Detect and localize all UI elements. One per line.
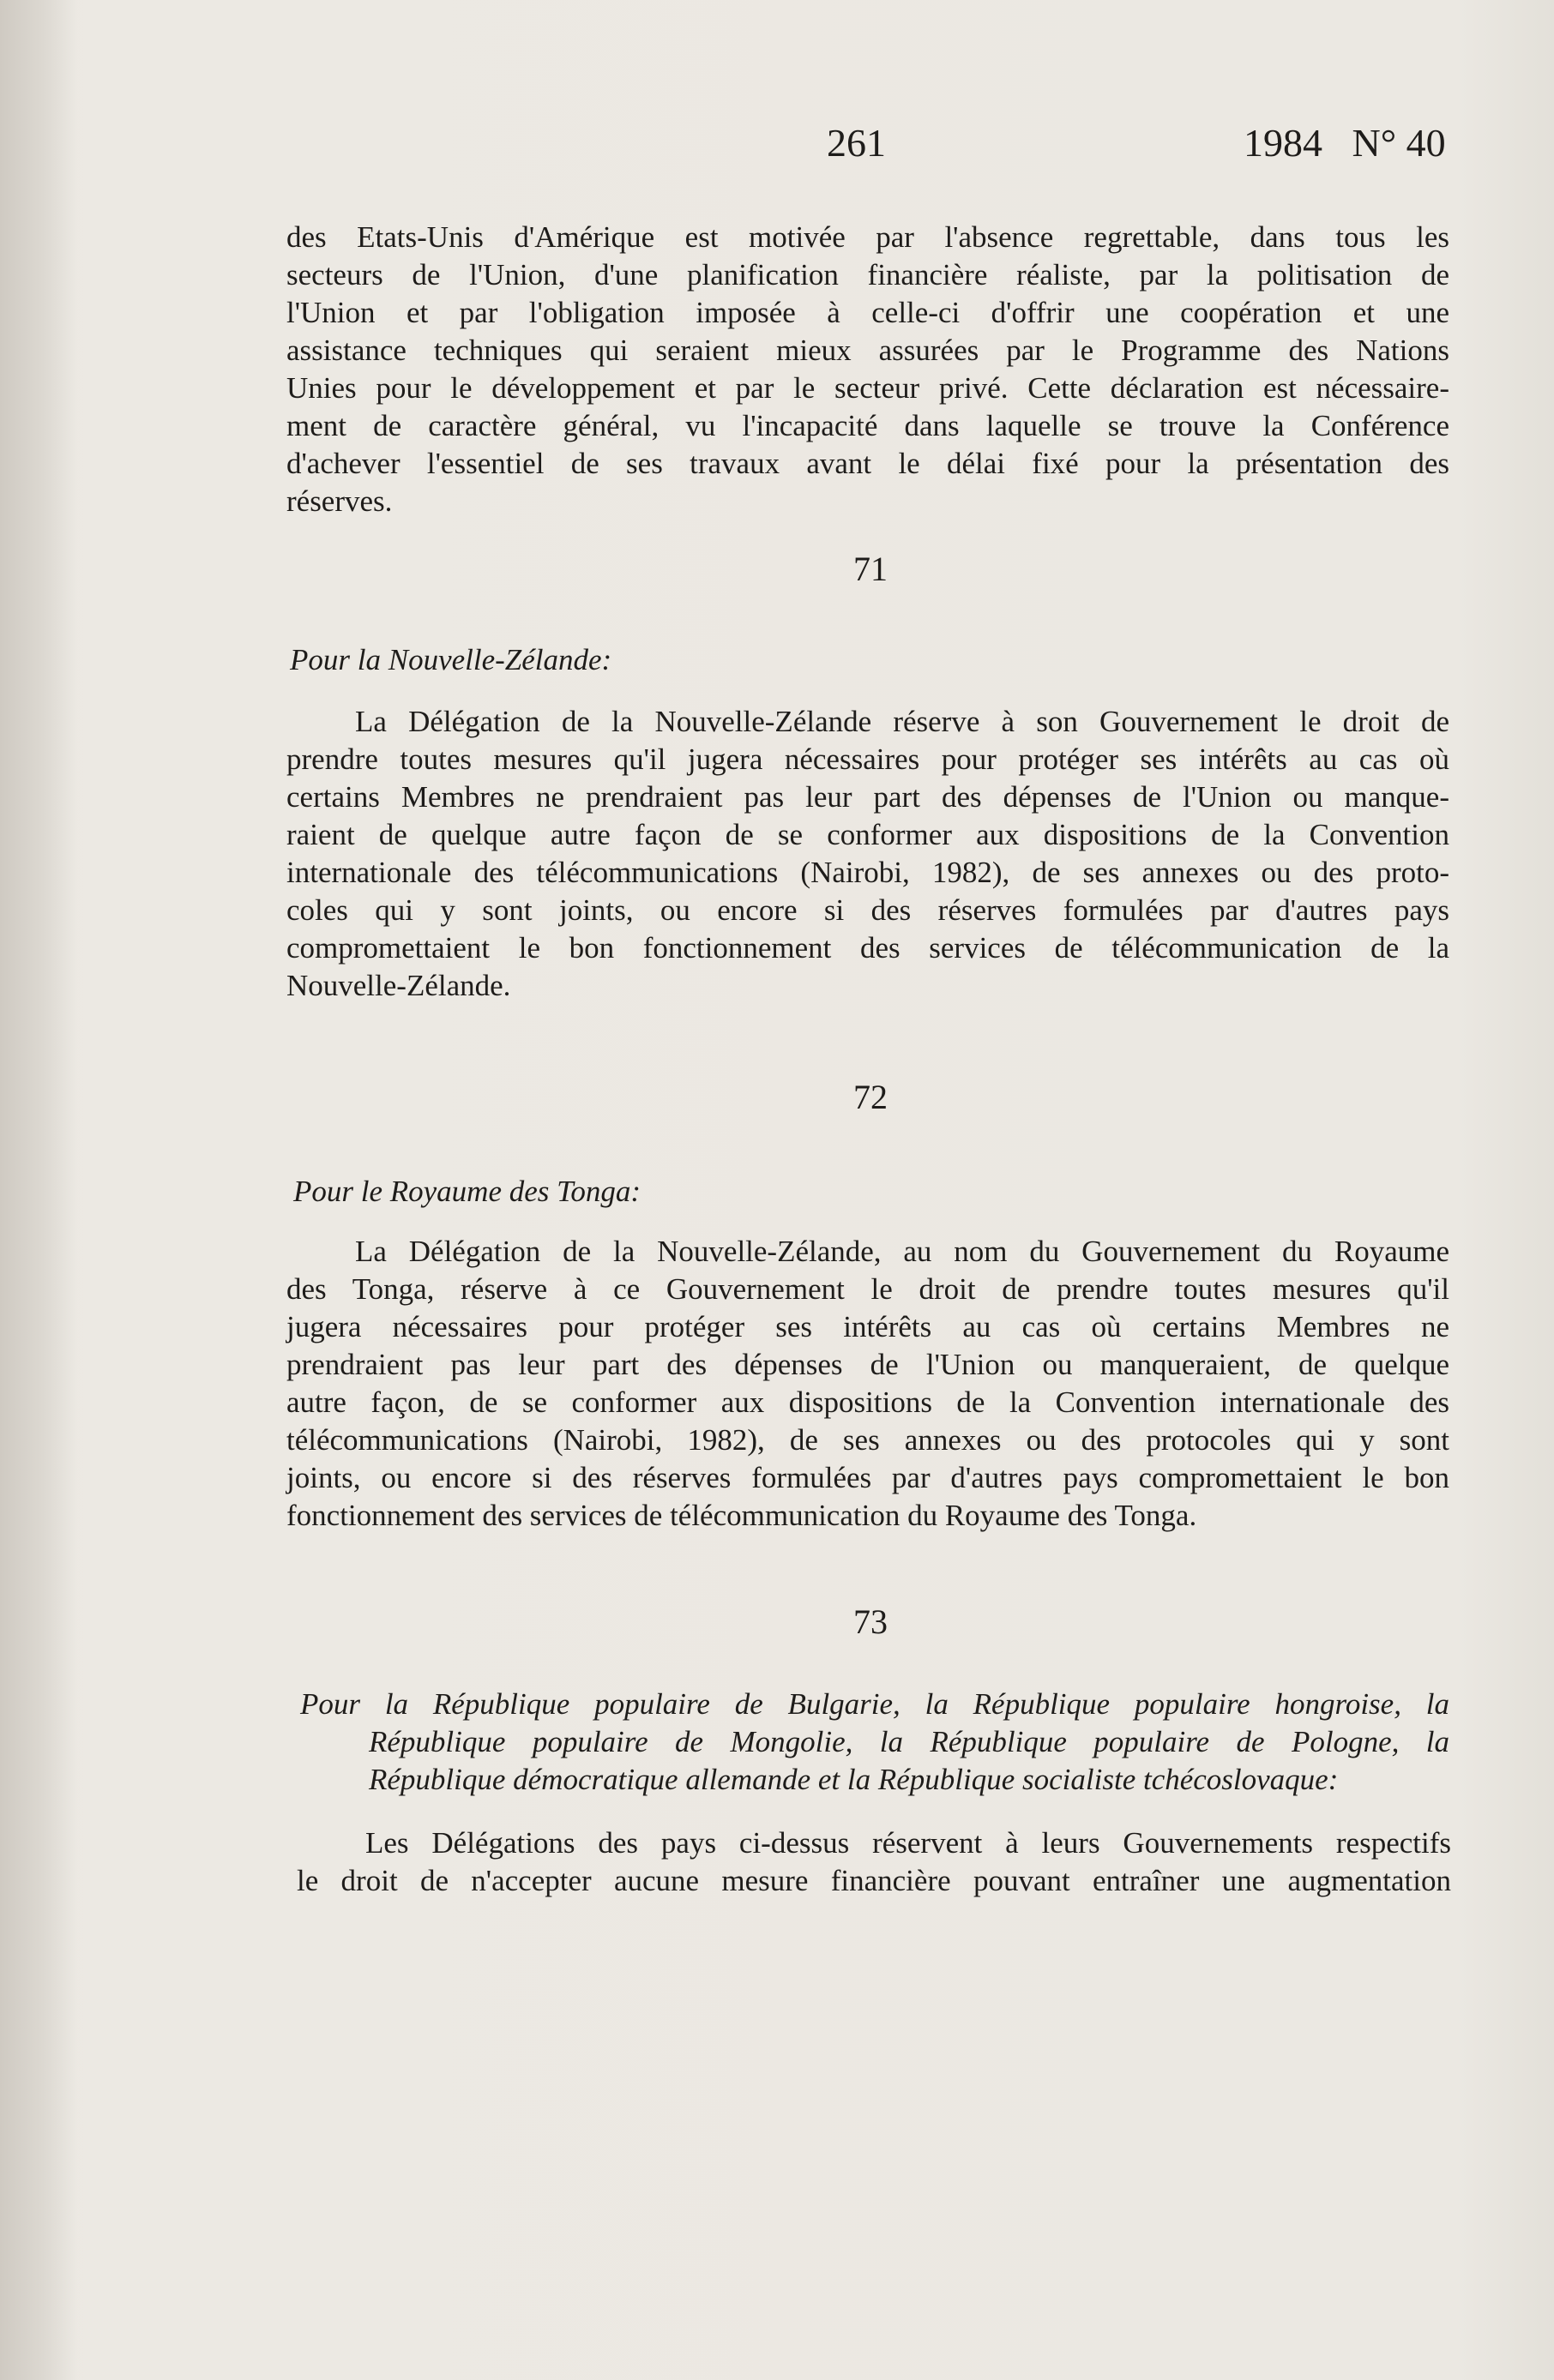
book-gutter-shadow [0,0,77,2380]
text-line: télécommunications (Nairobi, 1982), de ses annexes ou des protocoles qui y sont [286,1423,1449,1457]
text-line: jugera nécessaires pour protéger ses intérêts au cas où certains Membres ne [286,1310,1449,1343]
text-line: joints, ou encore si des réserves formulées par d'autres pays compromettaient le bon [286,1461,1449,1494]
section-number-71: 71 [853,550,888,588]
heading-line: République démocratique allemande et la République socialiste tchécoslovaque: [369,1763,1339,1796]
text-line: secteurs de l'Union, d'une planification financière réaliste, par la politisation de [286,258,1449,291]
text-line: compromettaient le bon fonctionnement des services de télécommunication de la [286,931,1449,965]
text-line: coles qui y sont joints, ou encore si des réserves formulées par d'autres pays [286,893,1449,927]
page-number: 261 [827,121,886,165]
text-line: Unies pour le développement et par le secteur privé. Cette déclaration est nécessaire- [286,371,1449,405]
text-line: Les Délégations des pays ci-dessus réservent à leurs Gouvernements respectifs [365,1826,1451,1860]
text-line: assistance techniques qui seraient mieux assurées par le Programme des Nations [286,334,1449,367]
text-line: La Délégation de la Nouvelle-Zélande, au nom du Gouvernement du Royaume [355,1235,1449,1268]
text-line: l'Union et par l'obligation imposée à celle-ci d'offrir une coopération et une [286,296,1449,329]
text-line: ment de caractère général, vu l'incapacité dans laquelle se trouve la Conférence [286,409,1449,442]
section-71-paragraph [286,703,1449,1005]
text-line: fonctionnement des services de télécommunication du Royaume des Tonga. [286,1499,1197,1532]
section-number-72: 72 [853,1078,888,1116]
heading-line: Pour la République populaire de Bulgarie, la République populaire hongroise, la [300,1687,1449,1721]
section-72-paragraph [286,1233,1449,1535]
text-line: prendre toutes mesures qu'il jugera nécessaires pour protéger ses intérêts au cas où [286,742,1449,776]
section-heading-71: Pour la Nouvelle-Zélande: [290,643,612,676]
section-73-paragraph [297,1824,1451,1900]
heading-line: République populaire de Mongolie, la République populaire de Pologne, la [369,1725,1449,1758]
text-line: certains Membres ne prendraient pas leur part des dépenses de l'Union ou manque- [286,780,1449,814]
text-line: réserves. [286,484,393,518]
text-line: raient de quelque autre façon de se conformer aux dispositions de la Convention [286,818,1449,851]
text-line: des Tonga, réserve à ce Gouvernement le droit de prendre toutes mesures qu'il [286,1272,1449,1306]
text-line: Nouvelle-Zélande. [286,969,511,1002]
section-number-73: 73 [853,1602,888,1641]
page-header [0,120,1554,171]
text-line: des Etats-Unis d'Amérique est motivée par l'absence regrettable, dans tous les [286,220,1449,254]
text-line: autre façon, de se conformer aux dispositions de la Convention internationale des [286,1385,1449,1419]
intro-paragraph [286,219,1449,520]
text-line: prendraient pas leur part des dépenses de l'Union ou manqueraient, de quelque [286,1348,1449,1381]
text-line: le droit de n'accepter aucune mesure financière pouvant entraîner une augmentation [297,1864,1451,1897]
section-heading-72: Pour le Royaume des Tonga: [293,1175,641,1208]
text-line: internationale des télécommunications (Nairobi, 1982), de ses annexes ou des proto- [286,856,1449,889]
text-line: La Délégation de la Nouvelle-Zélande réserve à son Gouvernement le droit de [355,705,1449,738]
text-line: d'achever l'essentiel de ses travaux avant le délai fixé pour la présentation des [286,447,1449,480]
year-issue-number: 1984 N° 40 [1244,121,1446,165]
section-heading-73 [300,1686,1449,1799]
